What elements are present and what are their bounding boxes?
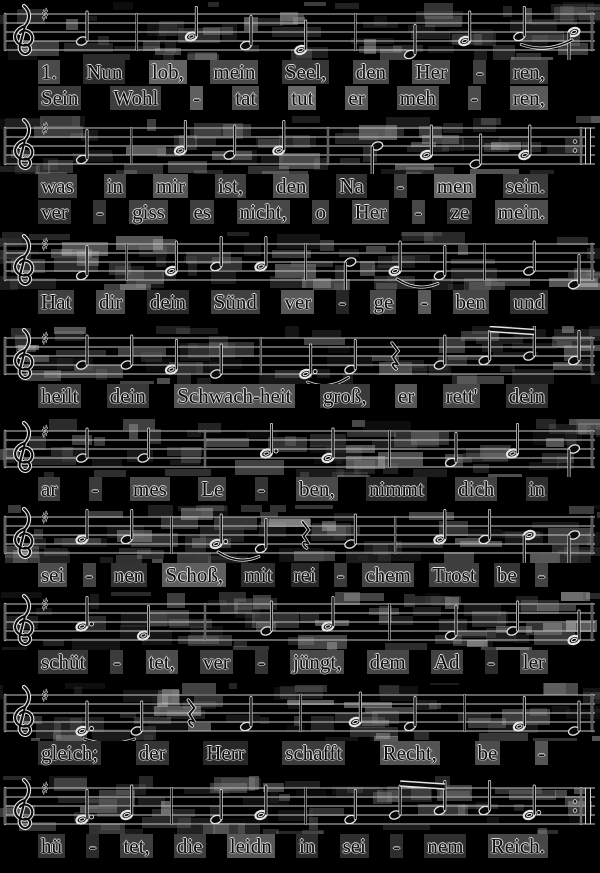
- lyric-word: Sein: [38, 86, 81, 110]
- quarter-note: [137, 429, 150, 463]
- lyric-line: [0, 384, 600, 408]
- lyric-word: Hat: [38, 290, 74, 314]
- lyric-word: Sünd: [211, 290, 260, 314]
- lyric-word: mes: [130, 477, 170, 501]
- lyric-word: Ad: [431, 650, 463, 674]
- lyric-word: -: [83, 563, 96, 587]
- system: [0, 2, 600, 112]
- lyric-word: in: [296, 834, 318, 858]
- lyric-word: -: [535, 741, 548, 765]
- lyric-word: ze: [447, 200, 472, 224]
- quarter-note: [344, 257, 357, 290]
- sharp-icon: ♯: [41, 508, 49, 527]
- lyric-word: chem: [362, 563, 413, 587]
- lyric-line: [0, 477, 600, 501]
- lyric-word: die: [174, 834, 206, 858]
- lyric-word: den: [273, 174, 309, 198]
- half-note: [349, 693, 362, 727]
- staff: [0, 232, 600, 290]
- lyric-line: [0, 834, 600, 858]
- lyric-word: und: [510, 290, 548, 314]
- sharp-icon: ♯: [41, 422, 49, 441]
- lyric-word: dein: [107, 384, 149, 408]
- quarter-note: [239, 698, 252, 732]
- lyric-word: dem: [367, 650, 409, 674]
- lyric-word: 1.: [38, 60, 60, 84]
- lyric-word: hü: [38, 834, 65, 858]
- lyric-word: mein.: [495, 200, 548, 224]
- lyric-word: dich: [455, 477, 497, 501]
- lyric-word: den: [353, 60, 389, 84]
- lyric-word: rett': [443, 384, 481, 408]
- sharp-icon: ♯: [41, 5, 49, 24]
- lyric-word: er: [395, 384, 417, 408]
- lyric-word: nicht,: [237, 200, 290, 224]
- quarter-note: [403, 698, 416, 732]
- staff: [0, 505, 600, 563]
- lyric-word: -: [535, 563, 548, 587]
- lyric-word: ben,: [296, 477, 338, 501]
- lyric-word: -: [473, 60, 486, 84]
- lyric-word: Trost: [429, 563, 479, 587]
- lyric-word: be: [475, 741, 501, 765]
- lyric-line: [0, 290, 600, 314]
- system: [0, 419, 600, 503]
- lyric-word: dir: [96, 290, 125, 314]
- lyric-word: tet,: [120, 834, 152, 858]
- lyric-word: ren,: [510, 86, 548, 110]
- lyric-word: er: [345, 86, 367, 110]
- system: [0, 116, 600, 226]
- lyric-word: es: [190, 200, 214, 224]
- lyric-word: sein.: [503, 174, 548, 198]
- lyric-word: Seel,: [282, 60, 329, 84]
- lyric-word: -: [86, 834, 99, 858]
- lyric-word: in: [526, 477, 548, 501]
- lyric-word: giss: [129, 200, 168, 224]
- lyric-word: lob,: [149, 60, 187, 84]
- lyric-word: mein: [210, 60, 258, 84]
- half-note: [165, 341, 178, 375]
- sharp-icon: ♯: [41, 329, 49, 348]
- lyric-word: der: [136, 741, 169, 765]
- system: [0, 776, 600, 860]
- lyric-word: was: [38, 174, 77, 198]
- lyric-word: Her: [352, 200, 389, 224]
- lyric-line: [0, 200, 600, 224]
- lyric-word: dein: [506, 384, 548, 408]
- lyric-word: ren,: [510, 60, 548, 84]
- staff: [0, 683, 600, 741]
- system: [0, 326, 600, 410]
- lyric-word: ver: [281, 290, 314, 314]
- lyric-word: Nun: [83, 60, 125, 84]
- lyric-word: -: [89, 477, 102, 501]
- quarter-note: [478, 511, 491, 545]
- half-note: [75, 511, 88, 545]
- treble-clef-icon: [15, 509, 32, 557]
- lyric-word: groß,: [320, 384, 370, 408]
- lyric-line: [0, 650, 600, 674]
- lyric-word: ar: [38, 477, 60, 501]
- lyric-word: dein: [147, 290, 189, 314]
- lyric-word: -: [190, 86, 203, 110]
- sharp-icon: ♯: [41, 686, 49, 705]
- half-note: [294, 21, 307, 55]
- sharp-icon: ♯: [41, 119, 49, 138]
- lyric-word: Her: [412, 60, 449, 84]
- lyric-word: men: [434, 174, 476, 198]
- lyric-word: meh: [397, 86, 439, 110]
- lyric-line: [0, 174, 600, 198]
- lyric-word: -: [110, 650, 123, 674]
- staff: [0, 592, 600, 650]
- lyric-word: -: [418, 290, 431, 314]
- quarter-note: [75, 429, 88, 463]
- lyric-word: tut: [288, 86, 316, 110]
- lyric-word: -: [390, 834, 403, 858]
- lyric-word: schafft: [282, 741, 345, 765]
- treble-clef-icon: [15, 687, 32, 735]
- lyric-word: Na: [336, 174, 367, 198]
- lyric-word: sei: [340, 834, 369, 858]
- half-note: [185, 8, 198, 42]
- lyric-word: ler: [520, 650, 548, 674]
- lyric-line: [0, 60, 600, 84]
- staff: [0, 326, 600, 384]
- lyric-word: tet,: [146, 650, 178, 674]
- lyric-word: gleich;: [38, 741, 101, 765]
- quarter-note: [523, 242, 536, 276]
- staff: [0, 116, 600, 174]
- lyric-word: Recht,: [380, 741, 440, 765]
- sharp-icon: ♯: [41, 779, 49, 798]
- lyric-word: Wohl: [110, 86, 161, 110]
- lyric-word: -: [255, 477, 268, 501]
- lyric-word: tat: [232, 86, 259, 110]
- lyric-word: ver: [38, 200, 71, 224]
- lyric-line: [0, 741, 600, 765]
- lyric-word: nem: [424, 834, 466, 858]
- lyric-word: ben: [453, 290, 489, 314]
- lyric-word: -: [93, 200, 106, 224]
- lyric-word: o: [312, 200, 329, 224]
- lyric-word: Herr: [203, 741, 247, 765]
- lyric-word: in: [104, 174, 126, 198]
- lyric-word: jüngt,: [290, 650, 344, 674]
- sharp-icon: ♯: [41, 595, 49, 614]
- quarter-note: [478, 782, 491, 816]
- lyric-word: -: [255, 650, 268, 674]
- lyric-word: heilt: [38, 384, 81, 408]
- staff: [0, 2, 600, 60]
- lyric-word: schüt: [38, 650, 88, 674]
- half-note: [506, 425, 519, 459]
- lyric-word: -: [485, 650, 498, 674]
- lyric-word: be: [494, 563, 520, 587]
- sharp-icon: ♯: [41, 235, 49, 254]
- lyric-word: ver: [200, 650, 233, 674]
- treble-clef-icon: [15, 780, 32, 828]
- lyric-word: ist,: [215, 174, 246, 198]
- lyric-word: nimmt: [366, 477, 427, 501]
- lyric-word: -: [334, 563, 347, 587]
- lyric-word: -: [336, 290, 349, 314]
- quarter-note: [433, 247, 446, 281]
- lyric-word: leidn: [227, 834, 275, 858]
- lyric-word: Schwach-heit: [174, 384, 294, 408]
- lyric-word: -: [394, 174, 407, 198]
- lyric-word: mir: [153, 174, 188, 198]
- lyric-word: -: [468, 86, 481, 110]
- half-note: [321, 598, 334, 632]
- lyric-line: [0, 563, 600, 587]
- quarter-note: [371, 141, 384, 174]
- lyric-word: -: [412, 200, 425, 224]
- system: [0, 232, 600, 316]
- lyric-word: ge: [370, 290, 396, 314]
- treble-clef-icon: [15, 423, 32, 471]
- staff: [0, 419, 600, 477]
- lyric-word: rei: [291, 563, 319, 587]
- system: [0, 683, 600, 767]
- staff: [0, 776, 600, 834]
- treble-clef-icon: [15, 596, 32, 644]
- system: [0, 505, 600, 589]
- lyric-word: nen: [111, 563, 147, 587]
- lyric-word: mit: [241, 563, 275, 587]
- lyric-line: [0, 86, 600, 110]
- system: [0, 592, 600, 676]
- lyric-word: Schoß,: [162, 563, 226, 587]
- lyric-word: Le: [198, 477, 226, 501]
- lyric-word: sei: [38, 563, 67, 587]
- lyric-word: Reich.: [488, 834, 548, 858]
